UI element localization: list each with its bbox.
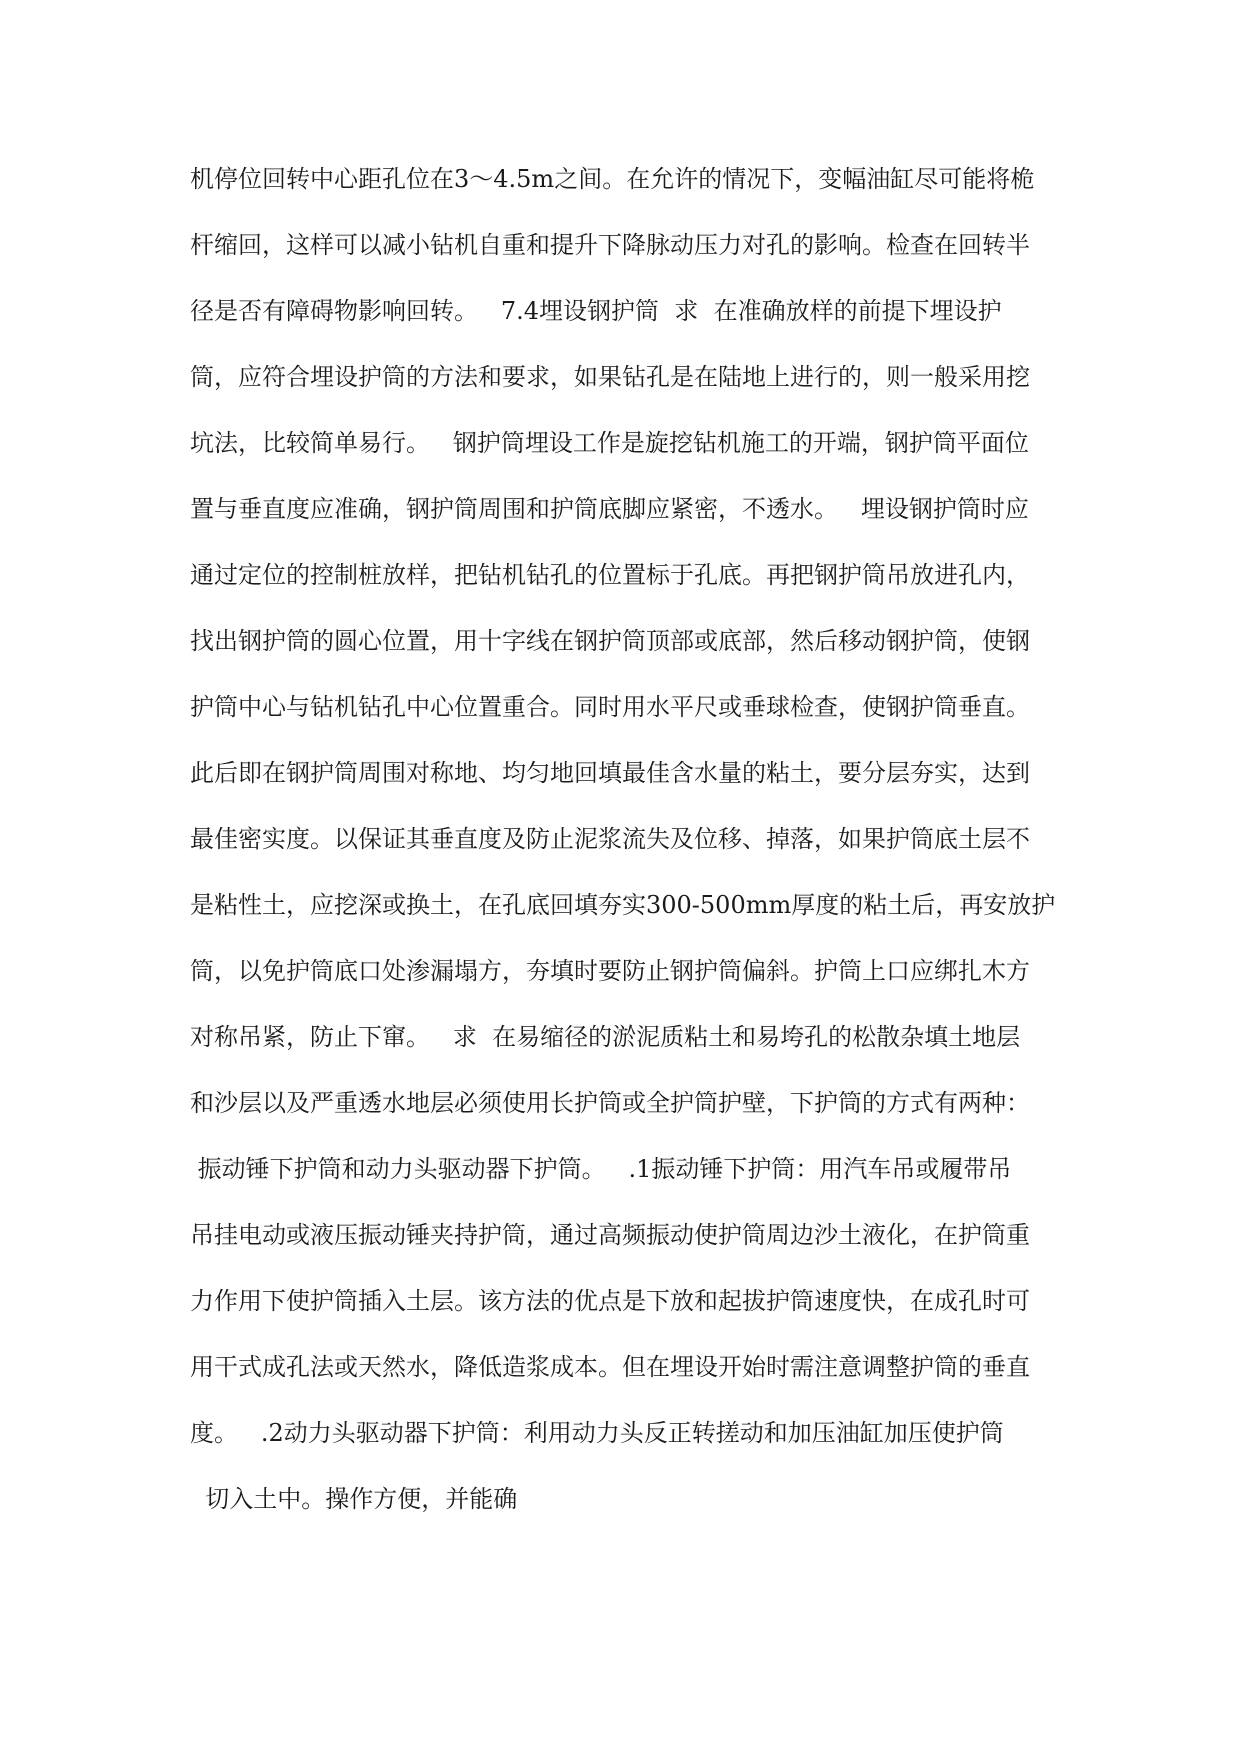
text-line: 通过定位的控制桩放样，把钻机钻孔的位置标于孔底。再把钢护筒吊放进孔内，: [190, 561, 1030, 589]
text-line: 切入土中。操作方便，并能确: [190, 1485, 518, 1513]
text-line: 找出钢护筒的圆心位置，用十字线在钢护筒顶部或底部，然后移动钢护筒，使钢: [190, 627, 1030, 655]
text-line: 护筒中心与钻机钻孔中心位置重合。同时用水平尺或垂球检查，使钢护筒垂直。: [190, 693, 1030, 721]
text-line: 筒，应符合埋设护筒的方法和要求，如果钻孔是在陆地上进行的，则一般采用挖: [190, 363, 1030, 391]
text-line: 度。 .2动力头驱动器下护筒：利用动力头反正转搓动和加压油缸加压使护筒: [190, 1419, 1004, 1447]
text-line: 杆缩回，这样可以减小钻机自重和提升下降脉动压力对孔的影响。检查在回转半: [190, 231, 1030, 259]
text-line: 用干式成孔法或天然水，降低造浆成本。但在埋设开始时需注意调整护筒的垂直: [190, 1353, 1030, 1381]
text-line: 吊挂电动或液压振动锤夹持护筒，通过高频振动使护筒周边沙土液化，在护筒重: [190, 1221, 1030, 1249]
body-text: [190, 160, 1070, 1546]
text-line: 径是否有障碍物影响回转。 7.4埋设钢护筒 求 在准确放样的前提下埋设护: [190, 297, 1002, 325]
text-line: 最佳密实度。以保证其垂直度及防止泥浆流失及位移、掉落，如果护筒底土层不: [190, 825, 1030, 853]
text-line: 力作用下使护筒插入土层。该方法的优点是下放和起拔护筒速度快，在成孔时可: [190, 1287, 1030, 1315]
text-line: 置与垂直度应准确，钢护筒周围和护筒底脚应紧密，不透水。 埋设钢护筒时应: [190, 495, 1029, 523]
text-line: 此后即在钢护筒周围对称地、均匀地回填最佳含水量的粘土，要分层夯实，达到: [190, 759, 1030, 787]
text-line: 是粘性土，应挖深或换土，在孔底回填夯实300-500mm厚度的粘土后，再安放护: [190, 891, 1056, 919]
text-line: 振动锤下护筒和动力头驱动器下护筒。 .1振动锤下护筒：用汽车吊或履带吊: [190, 1155, 1012, 1183]
text-line: 筒，以免护筒底口处渗漏塌方，夯填时要防止钢护筒偏斜。护筒上口应绑扎木方: [190, 957, 1030, 985]
text-line: 和沙层以及严重透水地层必须使用长护筒或全护筒护壁，下护筒的方式有两种：: [190, 1089, 1030, 1117]
text-line: 机停位回转中心距孔位在3～4.5m之间。在允许的情况下，变幅油缸尽可能将桅: [190, 165, 1035, 193]
text-line: 坑法，比较简单易行。 钢护筒埋设工作是旋挖钻机施工的开端，钢护筒平面位: [190, 429, 1029, 457]
text-line: 对称吊紧，防止下窜。 求 在易缩径的淤泥质粘土和易垮孔的松散杂填土地层: [190, 1023, 1021, 1051]
